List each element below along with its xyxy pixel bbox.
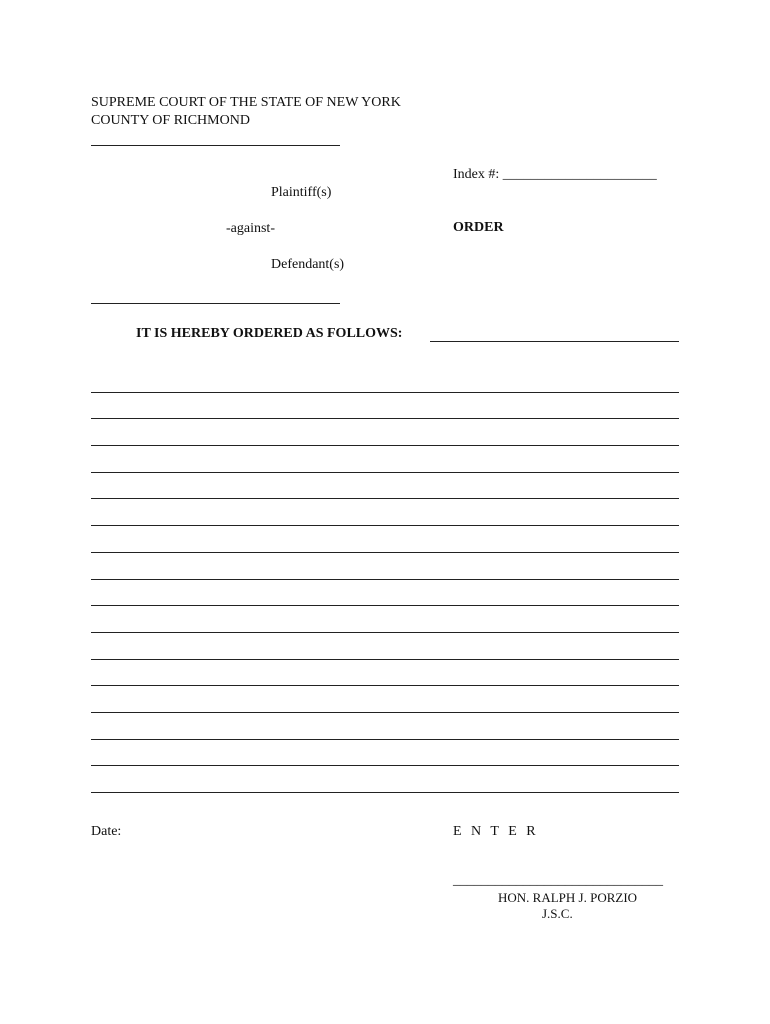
- order-ruled-line: [91, 660, 679, 687]
- order-ruled-line: [91, 713, 679, 740]
- order-body-lines: [91, 366, 679, 793]
- judge-title: J.S.C.: [542, 906, 573, 921]
- order-ruled-line: [91, 526, 679, 553]
- caption-bottom-rule: [91, 303, 340, 304]
- order-ruled-line: [91, 446, 679, 473]
- index-number-label: Index #: ______________________: [453, 167, 657, 182]
- ordered-as-follows-heading: IT IS HEREBY ORDERED AS FOLLOWS:: [136, 326, 403, 341]
- defendant-label: Defendant(s): [271, 257, 345, 272]
- order-ruled-line: [91, 740, 679, 767]
- order-ruled-line: [91, 473, 679, 500]
- order-ruled-line: [91, 499, 679, 526]
- judge-name: HON. RALPH J. PORZIO: [498, 890, 638, 905]
- order-ruled-line: [91, 553, 679, 580]
- ordered-first-line: [430, 341, 679, 342]
- signature-line: ______________________________: [453, 873, 663, 888]
- plaintiff-label: Plaintiff(s): [271, 185, 332, 200]
- enter-label: E N T E R: [453, 824, 539, 839]
- order-title: ORDER: [453, 220, 504, 235]
- court-name: SUPREME COURT OF THE STATE OF NEW YORK: [91, 95, 401, 110]
- caption-top-rule: [91, 145, 340, 146]
- order-ruled-line: [91, 633, 679, 660]
- order-ruled-line: [91, 766, 679, 793]
- county-name: COUNTY OF RICHMOND: [91, 113, 250, 128]
- order-ruled-line: [91, 419, 679, 446]
- order-ruled-line: [91, 606, 679, 633]
- against-label: -against-: [226, 221, 275, 236]
- order-ruled-line: [91, 366, 679, 393]
- order-ruled-line: [91, 393, 679, 420]
- order-ruled-line: [91, 580, 679, 607]
- date-label: Date:: [91, 824, 122, 839]
- order-ruled-line: [91, 686, 679, 713]
